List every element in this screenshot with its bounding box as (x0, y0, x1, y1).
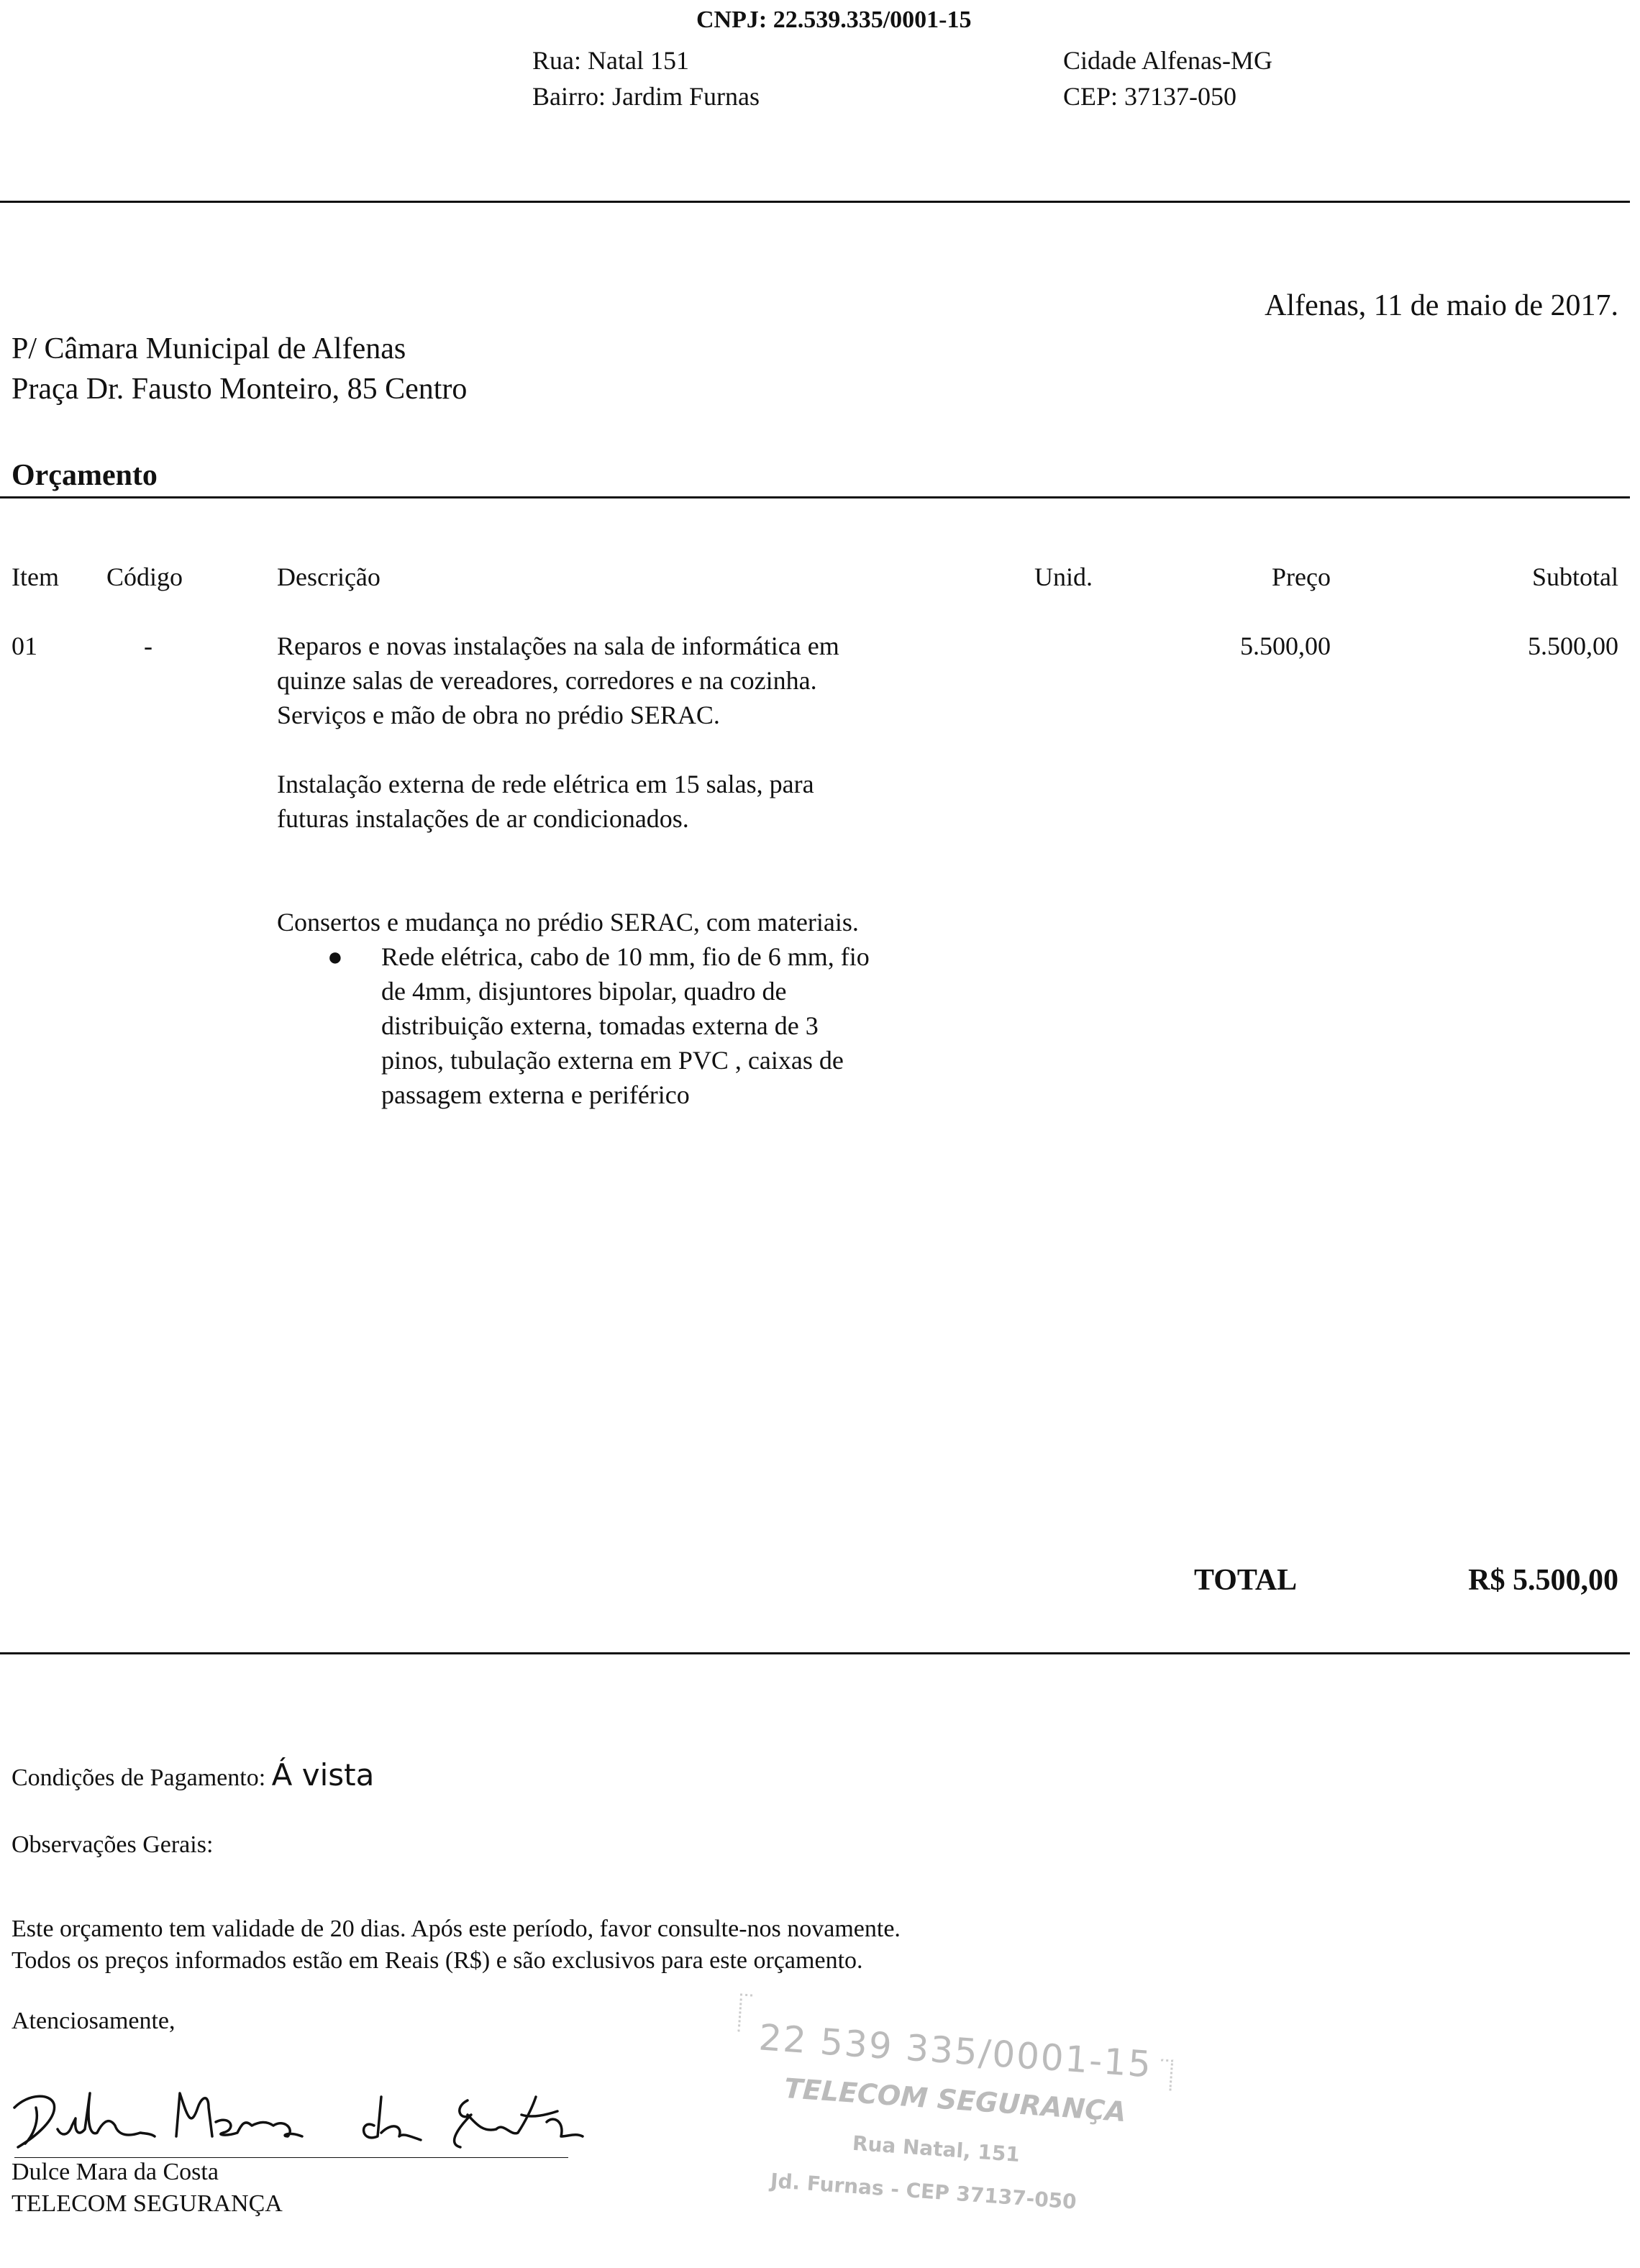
closing: Atenciosamente, (12, 2008, 176, 2034)
recipient-name: P/ Câmara Municipal de Alfenas (12, 332, 406, 365)
materials-list-item (277, 939, 888, 1112)
description-paragraph: Consertos e mudança no prédio SERAC, com materiais. (277, 908, 859, 937)
col-item: Item (12, 563, 59, 591)
section-title: Orçamento (12, 459, 158, 492)
total-label: TOTAL (1194, 1564, 1298, 1597)
row-description (277, 629, 888, 1112)
col-unit: Unid. (1034, 563, 1093, 591)
company-stamp (709, 1985, 1201, 2268)
description-paragraph: Serviços e mão de obra no prédio SERAC. (277, 701, 720, 729)
company-district: Bairro: Jardim Furnas (532, 82, 760, 111)
stamp-corner (1159, 2059, 1173, 2090)
header-divider (0, 201, 1630, 203)
col-price: Preço (1272, 563, 1331, 591)
company-zip: CEP: 37137-050 (1063, 82, 1237, 111)
row-subtotal: 5.500,00 (1528, 632, 1618, 660)
company-cnpj: CNPJ: 22.539.335/0001-15 (696, 6, 972, 33)
signer-name: Dulce Mara da Costa (12, 2159, 219, 2185)
row-item: 01 (12, 632, 37, 660)
total-value: R$ 5.500,00 (1468, 1564, 1618, 1597)
payment-label: Condições de Pagamento: (12, 1764, 266, 1791)
payment-terms (12, 1755, 374, 1798)
total-divider (0, 1652, 1630, 1654)
stamp-company: TELECOM SEGURANÇA (783, 2072, 1128, 2128)
payment-value: Á vista (271, 1757, 375, 1793)
stamp-district-zip: Jd. Furnas - CEP 37137-050 (770, 2168, 1078, 2214)
section-divider (0, 496, 1630, 498)
stamp-street: Rua Natal, 151 (851, 2131, 1021, 2167)
company-city: Cidade Alfenas-MG (1063, 46, 1272, 75)
col-description: Descrição (277, 563, 381, 591)
bullet-icon: ● (327, 942, 343, 971)
description-paragraph: Reparos e novas instalações na sala de informática em quinze salas de vereadores, corredores e na cozinha. (277, 632, 839, 695)
date-line: Alfenas, 11 de maio de 2017. (1265, 289, 1618, 322)
description-paragraph: Instalação externa de rede elétrica em 15 salas, para futuras instalações de ar condicionados. (277, 770, 814, 833)
row-code: - (144, 632, 152, 660)
handwritten-signature (0, 2064, 712, 2158)
col-code: Código (106, 563, 183, 591)
signer-company: TELECOM SEGURANÇA (12, 2190, 283, 2217)
recipient-address: Praça Dr. Fausto Monteiro, 85 Centro (12, 373, 468, 406)
materials-text: Rede elétrica, cabo de 10 mm, fio de 6 mm, fio de 4mm, disjuntores bipolar, quadro de distribuição externa, tomadas externa de 3 pinos, tubulação externa em PVC , caixas de passagem externa e periférico (381, 942, 870, 1109)
currency-note: Todos os preços informados estão em Reais (R$) e são exclusivos para este orçamento. (12, 1947, 863, 1974)
stamp-cnpj: 22 539 335/0001-15 (757, 2016, 1154, 2086)
observations-label: Observações Gerais: (12, 1831, 214, 1858)
row-price: 5.500,00 (1240, 632, 1331, 660)
stamp-corner (738, 1993, 753, 2032)
company-street: Rua: Natal 151 (532, 46, 689, 75)
validity-note: Este orçamento tem validade de 20 dias. Após este período, favor consulte-nos novamente. (12, 1916, 901, 1942)
col-subtotal: Subtotal (1531, 563, 1618, 591)
